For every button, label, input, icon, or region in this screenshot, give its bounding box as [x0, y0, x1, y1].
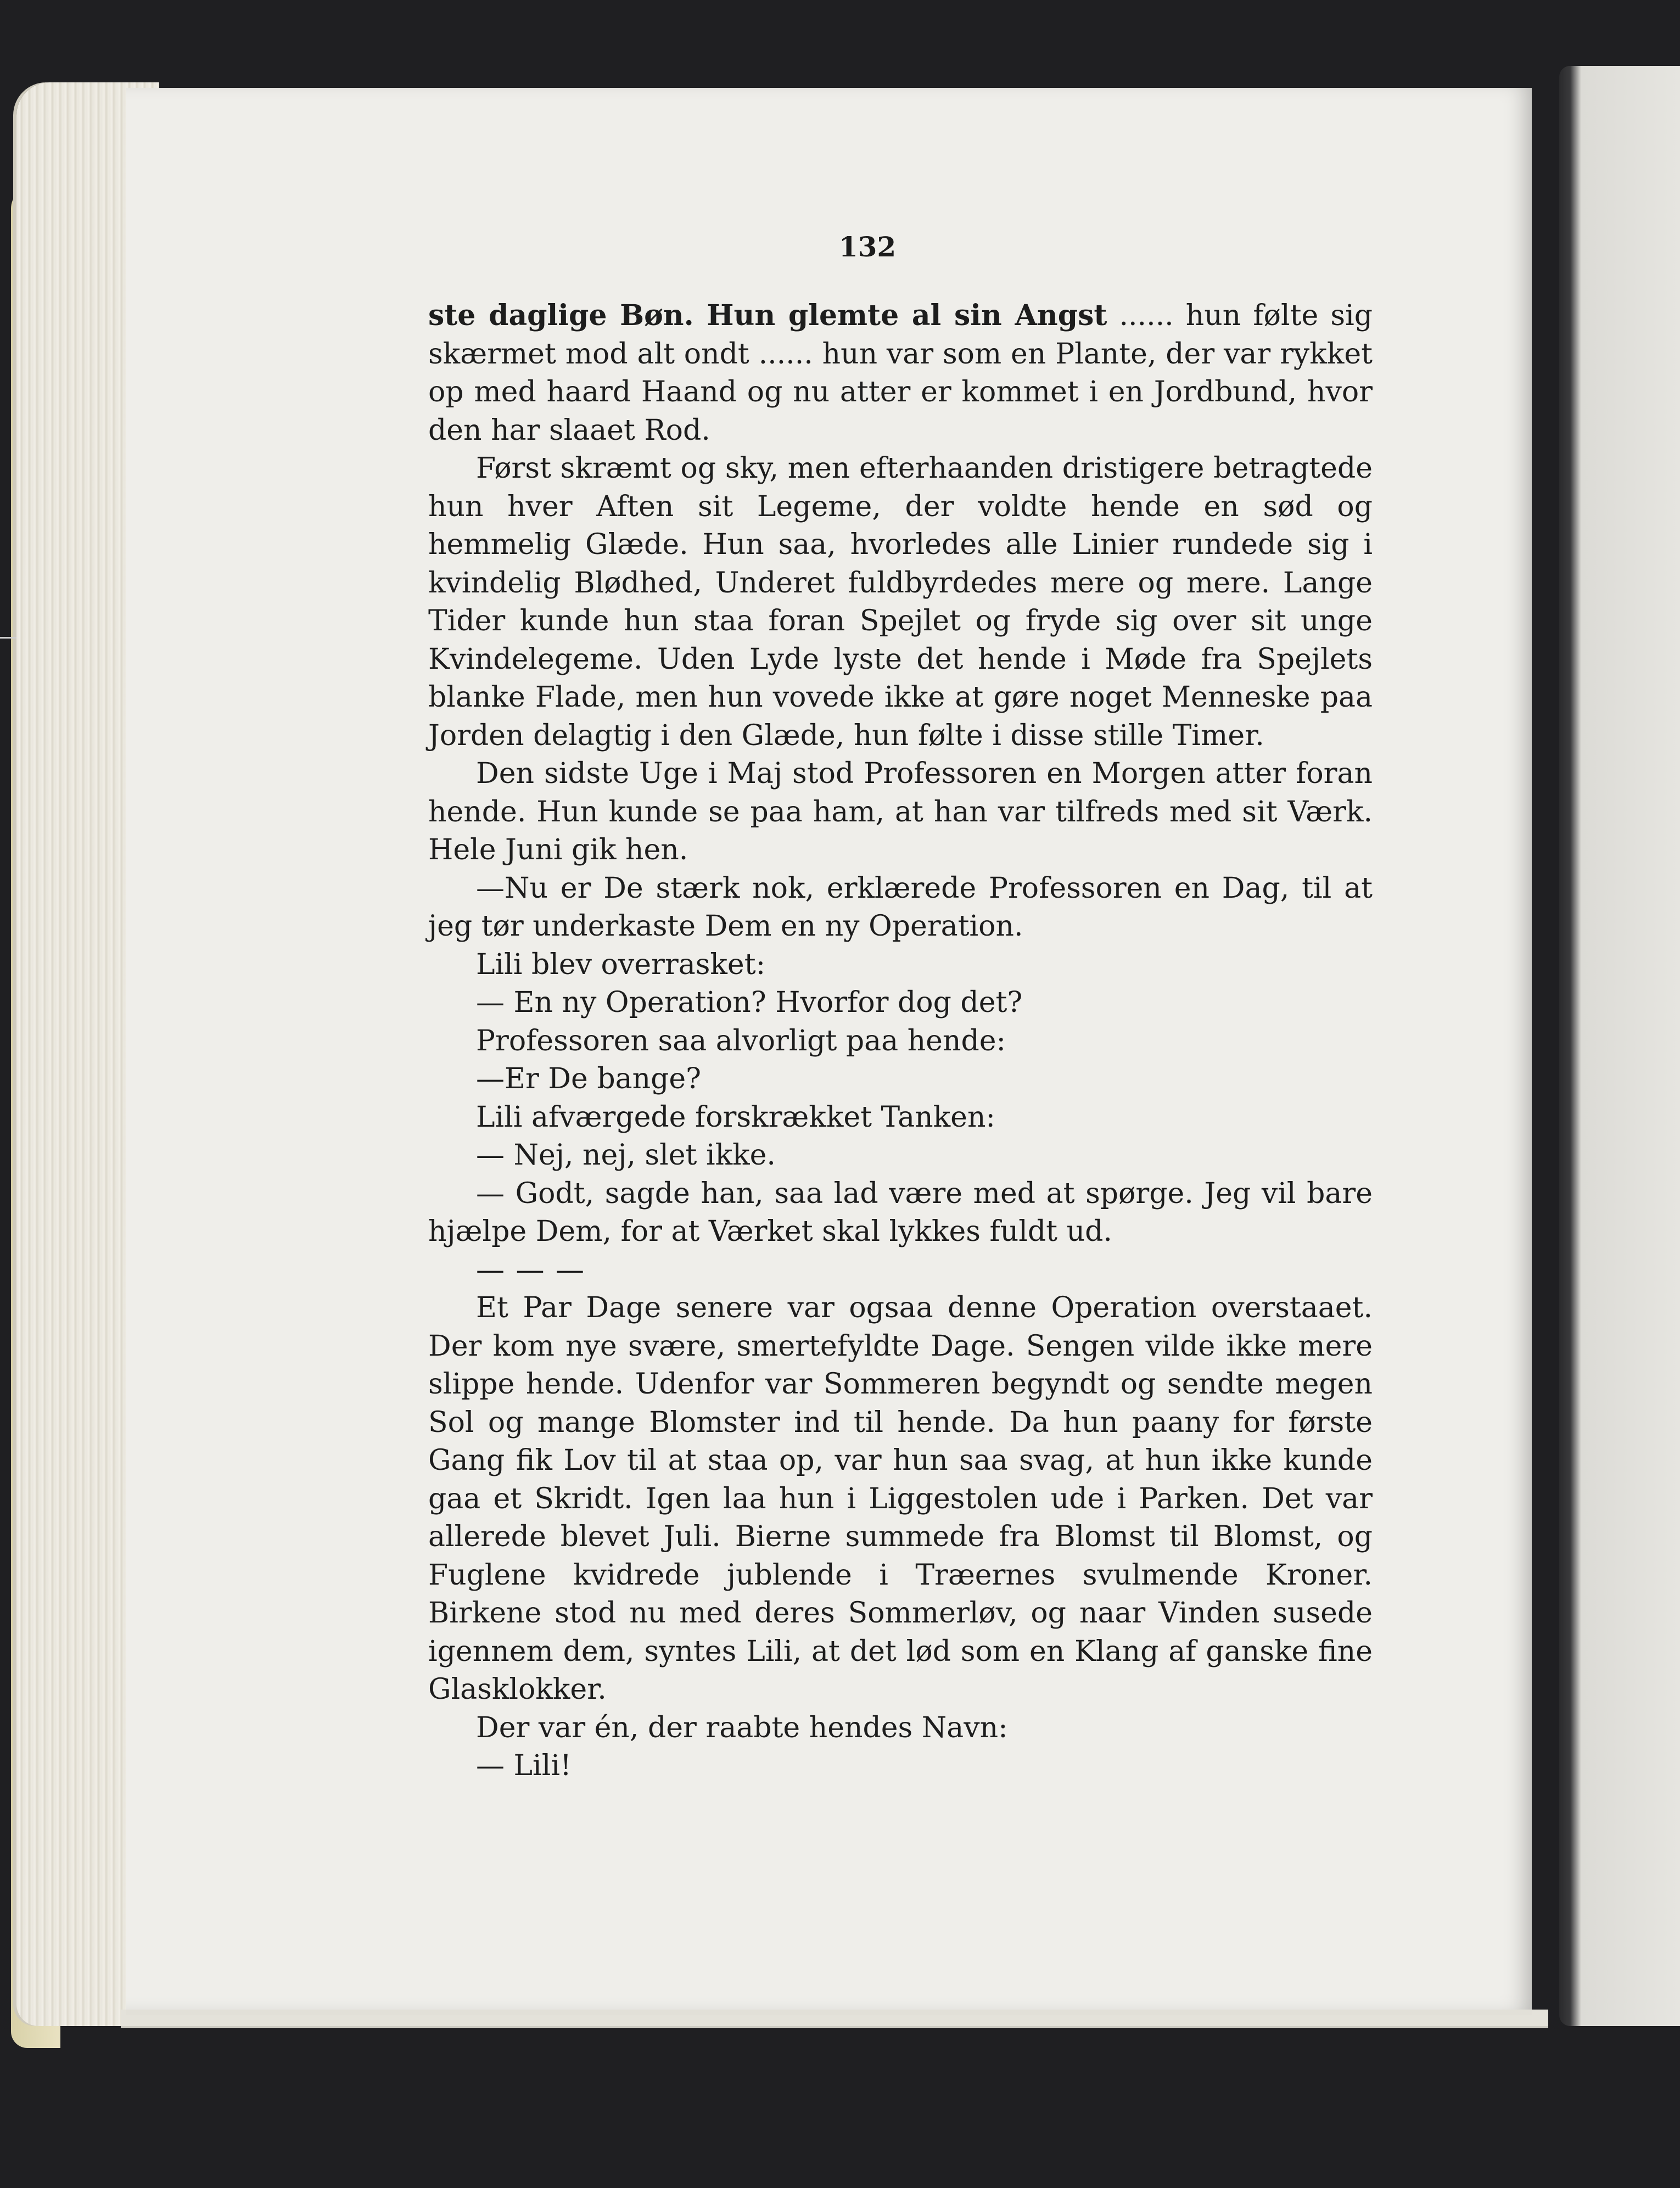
paragraph-8: —Er De bange? — [476, 1062, 702, 1095]
paragraph-9: Lili afværgede forskrækket Tanken: — [476, 1100, 995, 1134]
paragraph-7: Professoren saa alvorligt paa hende: — [476, 1024, 1006, 1057]
paragraph-1 — [428, 296, 1373, 450]
paragraph-5: Lili blev overrasket: — [476, 948, 766, 981]
paragraph-1-text: ...... hun følte sig skærmet mod alt ondt ...... hun var som en Plante, der var rykket op med haard Haand og nu atter er kommet i en Jordbund, hvor den har slaaet Rod. — [428, 299, 1373, 447]
paragraph-1-lead: ste daglige Bøn. Hun glemte al sin Angst — [428, 299, 1107, 332]
paragraph-11: — Godt, sagde han, saa lad være med at spørge. Jeg vil bare hjælpe Dem, for at Værket skal lykkes fuldt ud. — [428, 1177, 1373, 1248]
paragraph-4: —Nu er De stærk nok, erklærede Professoren en Dag, til at jeg tør underkaste Dem en ny Operation. — [428, 871, 1373, 943]
page-bottom-edge — [121, 2010, 1548, 2028]
paragraph-14: Der var én, der raabte hendes Navn: — [476, 1711, 1008, 1744]
margin-mark — [0, 637, 16, 639]
paragraph-13: Et Par Dage senere var ogsaa denne Operation overstaaet. Der kom nye svære, smertefyldte Dage. Sengen vilde ikke mere slippe hende. Udenfor var Sommeren begyndt og sendte megen Sol og mange Blomster ind til hende. Da hun paany for første Gang fik Lov til at staa op, var hun saa svag, at hun ikke kunde gaa et Skridt. Igen laa hun i Liggestolen ude i Parken. Det var allerede blevet Juli. Bierne summede fra Blomst til Blomst, og Fuglene kvidrede jublende i Træernes svulmende Kroner. Birkene stod nu med deres Sommerløv, og naar Vinden susede igennem dem, syntes Lili, at det lød som en Klang af ganske fine Glasklokker. — [428, 1291, 1373, 1706]
paragraph-2: Først skræmt og sky, men efterhaanden dristigere betragtede hun hver Aften sit Legeme, der voldte hende en sød og hemmelig Glæde. Hun saa, hvorledes alle Linier rundede sig i kvindelig Blødhed, Underet fuldbyrdedes mere og mere. Lange Tider kunde hun staa foran Spejlet og fryde sig over sit unge Kvindelegeme. Uden Lyde lyste det hende i Møde fra Spejlets blanke Flade, men hun vovede ikke at gøre noget Menneske paa Jorden delagtig i den Glæde, hun følte i disse stille Timer. — [428, 452, 1373, 752]
page-number: 132 — [838, 231, 897, 263]
facing-page-edge — [1559, 66, 1680, 2026]
page-text — [428, 296, 1373, 1786]
section-break-dashes: — — — — [476, 1253, 586, 1286]
paragraph-6: — En ny Operation? Hvorfor dog det? — [476, 986, 1023, 1019]
paragraph-10: — Nej, nej, slet ikke. — [476, 1139, 776, 1172]
paragraph-15: — Lili! — [476, 1749, 572, 1782]
paragraph-3: Den sidste Uge i Maj stod Professoren en Morgen atter foran hende. Hun kunde se paa ham, at han var tilfreds med sit Værk. Hele Juni gik hen. — [428, 757, 1373, 866]
